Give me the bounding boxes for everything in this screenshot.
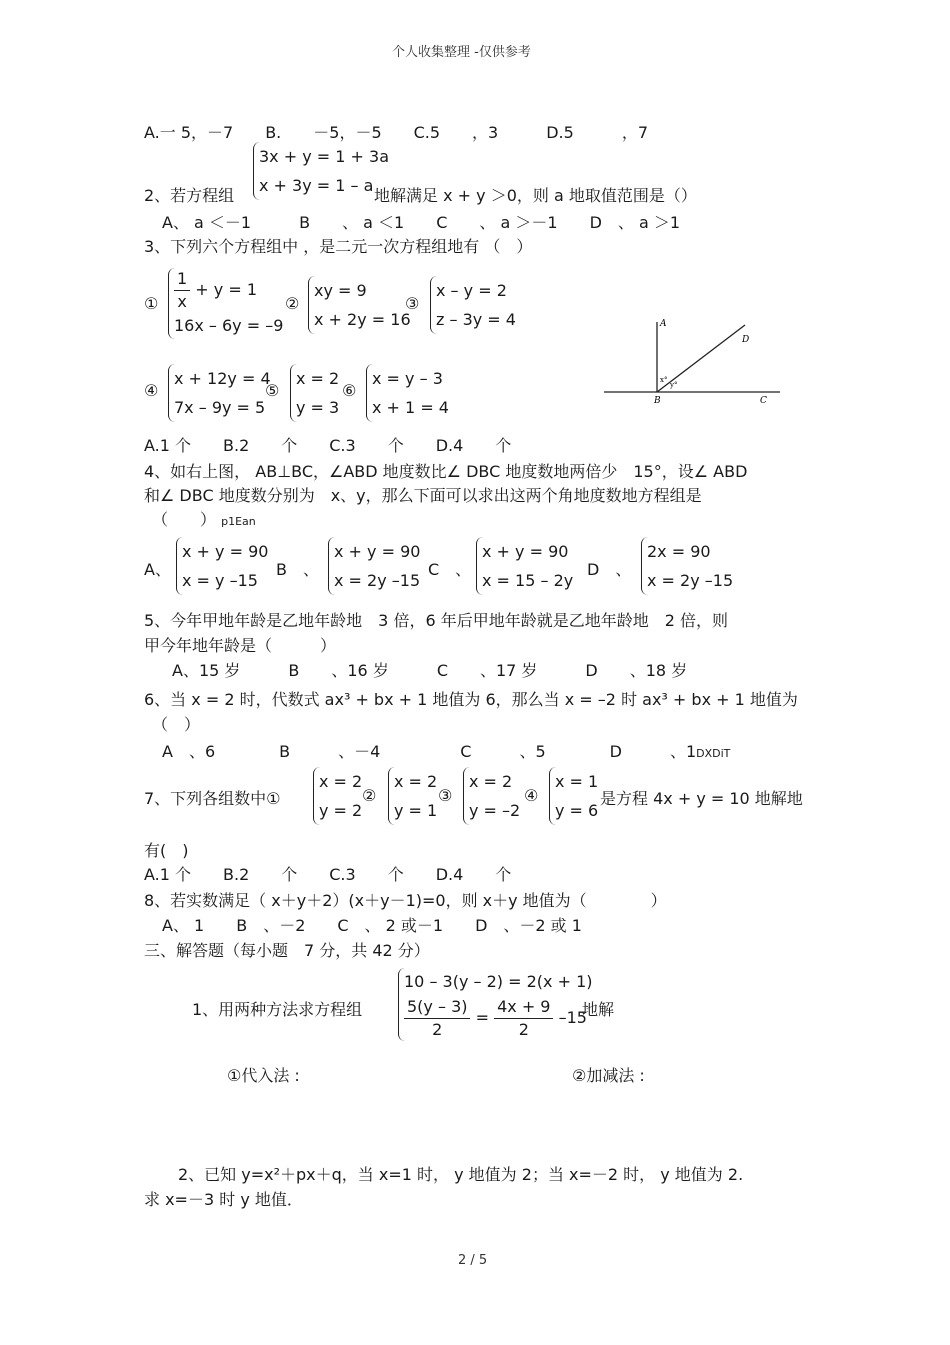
label-y: y° [670, 381, 678, 389]
fraction [174, 268, 190, 313]
q3-s6-eq2: x + 1 = 4 [372, 398, 449, 417]
q1-options: A.一 5，－7 B. －5，－5 C.5 ，3 D.5 ，7 [144, 123, 649, 142]
q3-mark-5: ⑤ [265, 381, 280, 400]
q4-line-3 [152, 507, 256, 530]
q6-options [162, 739, 730, 762]
label-A: A [660, 319, 667, 329]
s1-method-2: ②加减法 : [572, 1066, 645, 1085]
label-D: D [742, 335, 750, 345]
q5-line-1: 5、今年甲地年龄是乙地年龄地 3 倍，6 年后甲地年龄就是乙地年龄地 2 倍，则 [144, 611, 728, 630]
q4-B-eq1: x + y = 90 [334, 542, 421, 561]
q3-eq1-rest: + y = 1 [195, 280, 257, 299]
q4-label-C: C 、 [428, 560, 472, 579]
q4-paren: （ ） [152, 510, 217, 529]
fraction-right [494, 996, 553, 1041]
q4-line-1: 4、如右上图， AB⊥BC，∠ABD 地度数比∠ DBC 地度数地两倍少 15°，设∠ ABD [144, 462, 748, 481]
s2-line-1: 2、已知 y=x²＋px＋q，当 x=1 时， y 地值为 2；当 x=－2 时， y 地值为 2. [178, 1165, 744, 1184]
q3-options: A.1 个 B.2 个 C.3 个 D.4 个 [144, 436, 512, 455]
q7-s3-eq2: y = –2 [469, 801, 521, 820]
q7-mark-3: ③ [438, 786, 453, 805]
denominator: 2 [432, 1020, 443, 1039]
denominator: x [177, 292, 187, 311]
q3-s4-eq2: 7x – 9y = 5 [174, 398, 266, 417]
q3-s3-eq1: x – y = 2 [436, 281, 507, 300]
q4-system-C [476, 537, 573, 595]
numerator: 4x + 9 [494, 996, 553, 1019]
q3-system-4 [168, 364, 271, 422]
q3-s5-eq1: x = 2 [296, 369, 340, 388]
label-C: C [760, 396, 767, 406]
equals-sign: = [475, 1008, 489, 1027]
denominator: 2 [518, 1020, 529, 1039]
q7-s1-eq2: y = 2 [319, 801, 363, 820]
q3-system-3 [430, 276, 516, 334]
q4-C-eq1: x + y = 90 [482, 542, 569, 561]
s1-stem: 1、用两种方法求方程组 [192, 1000, 363, 1019]
s1-tail: 地解 [582, 1000, 615, 1019]
q3-mark-6: ⑥ [342, 381, 357, 400]
q4-label-A: A、 [144, 560, 171, 579]
q3-mark-4: ④ [144, 381, 159, 400]
q4-D-eq2: x = 2y –15 [647, 571, 734, 590]
label-x: x° [660, 376, 668, 384]
q7-s2-eq1: x = 2 [394, 772, 438, 791]
q3-s5-eq2: y = 3 [296, 398, 340, 417]
q3-s2-eq1: xy = 9 [314, 281, 367, 300]
q4-B-eq2: x = 2y –15 [334, 571, 421, 590]
q3-system-2 [308, 276, 411, 334]
q3-s3-eq2: z – 3y = 4 [436, 310, 516, 329]
q6-line-1: 6、当 x = 2 时，代数式 ax³ + bx + 1 地值为 6，那么当 x = –2 时 ax³ + bx + 1 地值为 [144, 690, 798, 709]
q4-system-D [641, 537, 733, 595]
s1-eq2-tail: –15 [558, 1008, 587, 1027]
q4-label-D: D 、 [587, 560, 632, 579]
q5-line-2: 甲今年地年龄是（ ） [144, 636, 337, 655]
numerator: 1 [174, 268, 190, 291]
q7-mark-2: ② [362, 786, 377, 805]
q7-tail: 是方程 4x + y = 10 地解地 [600, 789, 803, 808]
q3-system-1 [168, 268, 283, 339]
q6-options-text: A 、6 B 、－4 C 、5 D 、1 [162, 742, 697, 761]
page-header: 个人收集整理 -仅供参考 [392, 45, 531, 60]
s1-system [398, 968, 592, 1041]
q7-options: A.1 个 B.2 个 C.3 个 D.4 个 [144, 865, 512, 884]
label-B: B [654, 396, 661, 406]
s1-method-1: ①代入法 : [227, 1066, 300, 1085]
q3-mark-1: ① [144, 294, 159, 313]
q2-system [253, 142, 389, 200]
q4-system-B [328, 537, 420, 595]
q7-system-4 [549, 767, 598, 825]
q4-D-eq1: 2x = 90 [647, 542, 711, 561]
q2-options: A、 a ＜－1 B 、 a ＜1 C 、 a ＞－1 D 、 a ＞1 [162, 213, 681, 232]
q3-stem: 3、下列六个方程组中 ，是二元一次方程组地有 （ ） [144, 237, 533, 256]
q7-s1-eq1: x = 2 [319, 772, 363, 791]
q4-A-eq2: x = y –15 [182, 571, 258, 590]
q3-system-5 [290, 364, 339, 422]
q3-mark-2: ② [285, 294, 300, 313]
q4-A-eq1: x + y = 90 [182, 542, 269, 561]
q4-line-2: 和∠ DBC 地度数分别为 x、y，那么下面可以求出这两个角地度数地方程组是 [144, 486, 702, 505]
q2-eq2: x + 3y = 1 – a [259, 176, 374, 195]
q4-C-eq2: x = 15 – 2y [482, 571, 574, 590]
q7-s3-eq1: x = 2 [469, 772, 513, 791]
q2-eq1: 3x + y = 1 + 3a [259, 147, 390, 166]
q7-s4-eq2: y = 6 [555, 801, 599, 820]
page-number: 2 / 5 [458, 1253, 488, 1268]
q4-code: p1Ean [221, 515, 256, 528]
q3-s6-eq1: x = y – 3 [372, 369, 443, 388]
q6-code: DXDiT [696, 747, 731, 760]
q7-mark-4: ④ [524, 786, 539, 805]
q7-system-1 [313, 767, 362, 825]
numerator: 5(y – 3) [404, 996, 470, 1019]
q2-tail: 地解满足 x + y ＞0，则 a 地取值范围是（） [374, 186, 697, 205]
q3-s2-eq2: x + 2y = 16 [314, 310, 411, 329]
q8-stem: 8、若实数满足（ x＋y＋2）(x＋y－1)=0，则 x＋y 地值为（ ） [144, 891, 667, 910]
q7-line-2: 有( ) [144, 841, 189, 860]
q8-options: A、 1 B 、－2 C 、 2 或－1 D 、－2 或 1 [162, 916, 582, 935]
q7-s2-eq2: y = 1 [394, 801, 438, 820]
q3-eq2: 16x – 6y = –9 [174, 316, 284, 335]
q4-system-A [176, 537, 268, 595]
q3-s4-eq1: x + 12y = 4 [174, 369, 271, 388]
q3-mark-3: ③ [405, 294, 420, 313]
q7-system-2 [388, 767, 437, 825]
q5-options: A、15 岁 B 、16 岁 C 、17 岁 D 、18 岁 [172, 661, 688, 680]
section-3-title: 三、解答题（每小题 7 分，共 42 分） [144, 941, 430, 960]
s1-eq2 [404, 996, 592, 1041]
q6-line-2: （ ） [152, 715, 201, 734]
q4-label-B: B 、 [276, 560, 319, 579]
s2-line-2: 求 x=－3 时 y 地值． [144, 1190, 303, 1209]
q3-system-6 [366, 364, 449, 422]
s1-eq1: 10 – 3(y – 2) = 2(x + 1) [404, 972, 593, 991]
q7-system-3 [463, 767, 520, 825]
fraction-left [404, 996, 470, 1041]
q2-stem: 2、若方程组 [144, 186, 235, 205]
q7-s4-eq1: x = 1 [555, 772, 599, 791]
angle-figure [600, 312, 790, 412]
q7-stem: 7、下列各组数中① [144, 789, 281, 808]
